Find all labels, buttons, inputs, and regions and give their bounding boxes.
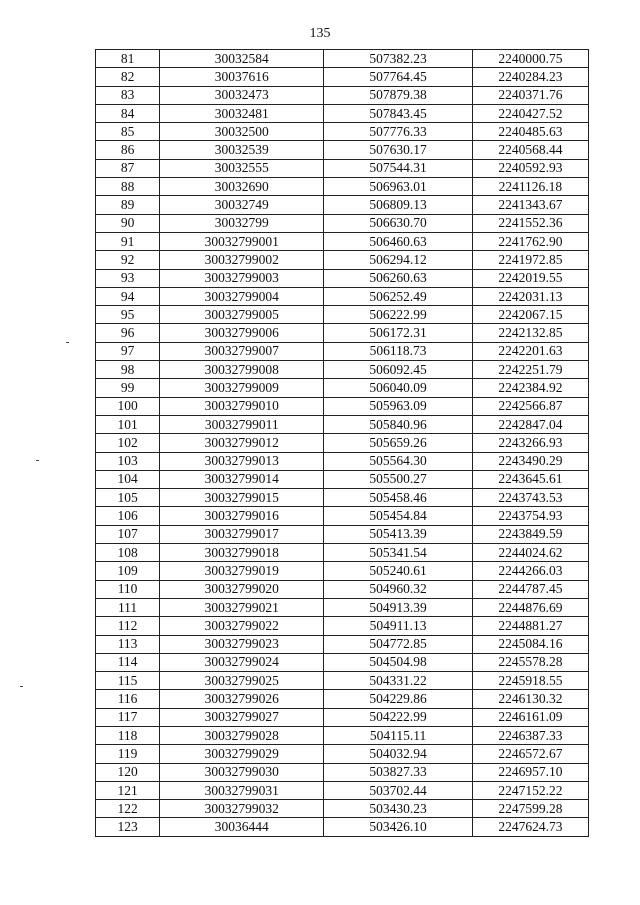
table-row: [96, 232, 589, 250]
point-id-cell: 30032799020: [160, 580, 324, 598]
y-coordinate-cell: 2242067.15: [472, 306, 588, 324]
x-coordinate-cell: 503430.23: [324, 800, 472, 818]
table-body: [96, 50, 589, 837]
table-row: [96, 544, 589, 562]
table-row: [96, 708, 589, 726]
point-id-cell: 30032799002: [160, 251, 324, 269]
x-coordinate-cell: 506222.99: [324, 306, 472, 324]
table-row: [96, 672, 589, 690]
point-id-cell: 30032555: [160, 159, 324, 177]
table-row: [96, 800, 589, 818]
y-coordinate-cell: 2245578.28: [472, 653, 588, 671]
row-number-cell: 89: [96, 196, 160, 214]
point-id-cell: 30032799001: [160, 232, 324, 250]
table-row: [96, 434, 589, 452]
row-number-cell: 97: [96, 342, 160, 360]
x-coordinate-cell: 505240.61: [324, 562, 472, 580]
table-row: [96, 635, 589, 653]
point-id-cell: 30032481: [160, 104, 324, 122]
table-row: [96, 617, 589, 635]
x-coordinate-cell: 507879.38: [324, 86, 472, 104]
y-coordinate-cell: 2244876.69: [472, 598, 588, 616]
row-number-cell: 84: [96, 104, 160, 122]
table-row: [96, 159, 589, 177]
y-coordinate-cell: 2243645.61: [472, 470, 588, 488]
row-number-cell: 81: [96, 50, 160, 68]
x-coordinate-cell: 504222.99: [324, 708, 472, 726]
point-id-cell: 30032799016: [160, 507, 324, 525]
y-coordinate-cell: 2244266.03: [472, 562, 588, 580]
point-id-cell: 30032539: [160, 141, 324, 159]
x-coordinate-cell: 505341.54: [324, 544, 472, 562]
table-row: [96, 763, 589, 781]
row-number-cell: 122: [96, 800, 160, 818]
x-coordinate-cell: 507843.45: [324, 104, 472, 122]
point-id-cell: 30036444: [160, 818, 324, 836]
scan-mark: [36, 460, 39, 461]
y-coordinate-cell: 2241762.90: [472, 232, 588, 250]
y-coordinate-cell: 2246957.10: [472, 763, 588, 781]
table-row: [96, 123, 589, 141]
point-id-cell: 30032799030: [160, 763, 324, 781]
point-id-cell: 30032799024: [160, 653, 324, 671]
table-row: [96, 781, 589, 799]
y-coordinate-cell: 2240592.93: [472, 159, 588, 177]
row-number-cell: 85: [96, 123, 160, 141]
y-coordinate-cell: 2243266.93: [472, 434, 588, 452]
row-number-cell: 116: [96, 690, 160, 708]
table-row: [96, 690, 589, 708]
row-number-cell: 112: [96, 617, 160, 635]
table-row: [96, 324, 589, 342]
point-id-cell: 30032584: [160, 50, 324, 68]
x-coordinate-cell: 506809.13: [324, 196, 472, 214]
x-coordinate-cell: 505659.26: [324, 434, 472, 452]
row-number-cell: 92: [96, 251, 160, 269]
point-id-cell: 30032473: [160, 86, 324, 104]
x-coordinate-cell: 505413.39: [324, 525, 472, 543]
point-id-cell: 30032799010: [160, 397, 324, 415]
row-number-cell: 118: [96, 726, 160, 744]
point-id-cell: 30032799012: [160, 434, 324, 452]
point-id-cell: 30032799029: [160, 745, 324, 763]
point-id-cell: 30032799014: [160, 470, 324, 488]
row-number-cell: 95: [96, 306, 160, 324]
x-coordinate-cell: 506630.70: [324, 214, 472, 232]
table-row: [96, 598, 589, 616]
row-number-cell: 123: [96, 818, 160, 836]
x-coordinate-cell: 506963.01: [324, 178, 472, 196]
table-row: [96, 269, 589, 287]
x-coordinate-cell: 505454.84: [324, 507, 472, 525]
x-coordinate-cell: 506294.12: [324, 251, 472, 269]
x-coordinate-cell: 504772.85: [324, 635, 472, 653]
row-number-cell: 82: [96, 68, 160, 86]
table-row: [96, 379, 589, 397]
x-coordinate-cell: 504032.94: [324, 745, 472, 763]
table-row: [96, 818, 589, 836]
table-row: [96, 361, 589, 379]
x-coordinate-cell: 505500.27: [324, 470, 472, 488]
table-row: [96, 580, 589, 598]
x-coordinate-cell: 507764.45: [324, 68, 472, 86]
x-coordinate-cell: 507630.17: [324, 141, 472, 159]
x-coordinate-cell: 506172.31: [324, 324, 472, 342]
x-coordinate-cell: 505963.09: [324, 397, 472, 415]
point-id-cell: 30032799011: [160, 415, 324, 433]
point-id-cell: 30032799026: [160, 690, 324, 708]
y-coordinate-cell: 2246572.67: [472, 745, 588, 763]
y-coordinate-cell: 2247624.73: [472, 818, 588, 836]
x-coordinate-cell: 504331.22: [324, 672, 472, 690]
row-number-cell: 87: [96, 159, 160, 177]
point-id-cell: 30032799017: [160, 525, 324, 543]
row-number-cell: 98: [96, 361, 160, 379]
table-row: [96, 68, 589, 86]
scan-mark: [20, 686, 23, 687]
point-id-cell: 30032799018: [160, 544, 324, 562]
row-number-cell: 106: [96, 507, 160, 525]
table-row: [96, 726, 589, 744]
y-coordinate-cell: 2240284.23: [472, 68, 588, 86]
y-coordinate-cell: 2242132.85: [472, 324, 588, 342]
row-number-cell: 121: [96, 781, 160, 799]
row-number-cell: 111: [96, 598, 160, 616]
row-number-cell: 91: [96, 232, 160, 250]
y-coordinate-cell: 2244881.27: [472, 617, 588, 635]
y-coordinate-cell: 2240371.76: [472, 86, 588, 104]
y-coordinate-cell: 2243490.29: [472, 452, 588, 470]
point-id-cell: 30032799005: [160, 306, 324, 324]
y-coordinate-cell: 2247152.22: [472, 781, 588, 799]
table-row: [96, 86, 589, 104]
table-row: [96, 141, 589, 159]
y-coordinate-cell: 2240485.63: [472, 123, 588, 141]
x-coordinate-cell: 506118.73: [324, 342, 472, 360]
row-number-cell: 107: [96, 525, 160, 543]
row-number-cell: 110: [96, 580, 160, 598]
table-row: [96, 507, 589, 525]
row-number-cell: 113: [96, 635, 160, 653]
table-row: [96, 397, 589, 415]
x-coordinate-cell: 505564.30: [324, 452, 472, 470]
x-coordinate-cell: 503827.33: [324, 763, 472, 781]
x-coordinate-cell: 504960.32: [324, 580, 472, 598]
point-id-cell: 30032799021: [160, 598, 324, 616]
x-coordinate-cell: 506460.63: [324, 232, 472, 250]
y-coordinate-cell: 2242251.79: [472, 361, 588, 379]
x-coordinate-cell: 506260.63: [324, 269, 472, 287]
row-number-cell: 108: [96, 544, 160, 562]
table-row: [96, 214, 589, 232]
point-id-cell: 30032799028: [160, 726, 324, 744]
y-coordinate-cell: 2246161.09: [472, 708, 588, 726]
x-coordinate-cell: 507382.23: [324, 50, 472, 68]
table-row: [96, 525, 589, 543]
table-row: [96, 251, 589, 269]
row-number-cell: 109: [96, 562, 160, 580]
y-coordinate-cell: 2243754.93: [472, 507, 588, 525]
y-coordinate-cell: 2242566.87: [472, 397, 588, 415]
row-number-cell: 86: [96, 141, 160, 159]
y-coordinate-cell: 2244787.45: [472, 580, 588, 598]
table-row: [96, 452, 589, 470]
x-coordinate-cell: 503426.10: [324, 818, 472, 836]
row-number-cell: 99: [96, 379, 160, 397]
table-row: [96, 415, 589, 433]
y-coordinate-cell: 2242847.04: [472, 415, 588, 433]
x-coordinate-cell: 504229.86: [324, 690, 472, 708]
point-id-cell: 30032799003: [160, 269, 324, 287]
y-coordinate-cell: 2241972.85: [472, 251, 588, 269]
y-coordinate-cell: 2243849.59: [472, 525, 588, 543]
row-number-cell: 83: [96, 86, 160, 104]
x-coordinate-cell: 504913.39: [324, 598, 472, 616]
x-coordinate-cell: 504504.98: [324, 653, 472, 671]
x-coordinate-cell: 506040.09: [324, 379, 472, 397]
point-id-cell: 30032799007: [160, 342, 324, 360]
row-number-cell: 115: [96, 672, 160, 690]
y-coordinate-cell: 2241343.67: [472, 196, 588, 214]
point-id-cell: 30032799: [160, 214, 324, 232]
y-coordinate-cell: 2246130.32: [472, 690, 588, 708]
row-number-cell: 117: [96, 708, 160, 726]
x-coordinate-cell: 505458.46: [324, 489, 472, 507]
table-row: [96, 196, 589, 214]
point-id-cell: 30032799015: [160, 489, 324, 507]
coordinate-table: [95, 49, 589, 837]
table-row: [96, 745, 589, 763]
point-id-cell: 30032799023: [160, 635, 324, 653]
point-id-cell: 30032500: [160, 123, 324, 141]
row-number-cell: 93: [96, 269, 160, 287]
row-number-cell: 119: [96, 745, 160, 763]
table-row: [96, 489, 589, 507]
y-coordinate-cell: 2242019.55: [472, 269, 588, 287]
row-number-cell: 114: [96, 653, 160, 671]
x-coordinate-cell: 505840.96: [324, 415, 472, 433]
row-number-cell: 103: [96, 452, 160, 470]
y-coordinate-cell: 2241126.18: [472, 178, 588, 196]
table-row: [96, 653, 589, 671]
point-id-cell: 30032690: [160, 178, 324, 196]
y-coordinate-cell: 2242031.13: [472, 287, 588, 305]
point-id-cell: 30032799031: [160, 781, 324, 799]
point-id-cell: 30032799006: [160, 324, 324, 342]
row-number-cell: 90: [96, 214, 160, 232]
row-number-cell: 102: [96, 434, 160, 452]
y-coordinate-cell: 2245084.16: [472, 635, 588, 653]
row-number-cell: 96: [96, 324, 160, 342]
table-row: [96, 470, 589, 488]
point-id-cell: 30032799013: [160, 452, 324, 470]
row-number-cell: 100: [96, 397, 160, 415]
y-coordinate-cell: 2242384.92: [472, 379, 588, 397]
row-number-cell: 104: [96, 470, 160, 488]
table-row: [96, 50, 589, 68]
x-coordinate-cell: 506252.49: [324, 287, 472, 305]
x-coordinate-cell: 504911.13: [324, 617, 472, 635]
point-id-cell: 30032799019: [160, 562, 324, 580]
y-coordinate-cell: 2244024.62: [472, 544, 588, 562]
x-coordinate-cell: 507544.31: [324, 159, 472, 177]
scan-mark: [66, 342, 69, 343]
point-id-cell: 30032749: [160, 196, 324, 214]
y-coordinate-cell: 2241552.36: [472, 214, 588, 232]
row-number-cell: 101: [96, 415, 160, 433]
x-coordinate-cell: 507776.33: [324, 123, 472, 141]
y-coordinate-cell: 2243743.53: [472, 489, 588, 507]
x-coordinate-cell: 504115.11: [324, 726, 472, 744]
y-coordinate-cell: 2242201.63: [472, 342, 588, 360]
point-id-cell: 30032799008: [160, 361, 324, 379]
table-row: [96, 342, 589, 360]
y-coordinate-cell: 2240568.44: [472, 141, 588, 159]
point-id-cell: 30032799027: [160, 708, 324, 726]
row-number-cell: 105: [96, 489, 160, 507]
x-coordinate-cell: 503702.44: [324, 781, 472, 799]
table-row: [96, 104, 589, 122]
point-id-cell: 30032799025: [160, 672, 324, 690]
y-coordinate-cell: 2246387.33: [472, 726, 588, 744]
table-row: [96, 306, 589, 324]
point-id-cell: 30032799032: [160, 800, 324, 818]
point-id-cell: 30032799022: [160, 617, 324, 635]
y-coordinate-cell: 2240000.75: [472, 50, 588, 68]
page-number: 135: [309, 26, 331, 41]
point-id-cell: 30032799009: [160, 379, 324, 397]
y-coordinate-cell: 2247599.28: [472, 800, 588, 818]
x-coordinate-cell: 506092.45: [324, 361, 472, 379]
point-id-cell: 30037616: [160, 68, 324, 86]
row-number-cell: 94: [96, 287, 160, 305]
row-number-cell: 88: [96, 178, 160, 196]
y-coordinate-cell: 2245918.55: [472, 672, 588, 690]
point-id-cell: 30032799004: [160, 287, 324, 305]
y-coordinate-cell: 2240427.52: [472, 104, 588, 122]
table-row: [96, 287, 589, 305]
table-row: [96, 562, 589, 580]
row-number-cell: 120: [96, 763, 160, 781]
table-row: [96, 178, 589, 196]
